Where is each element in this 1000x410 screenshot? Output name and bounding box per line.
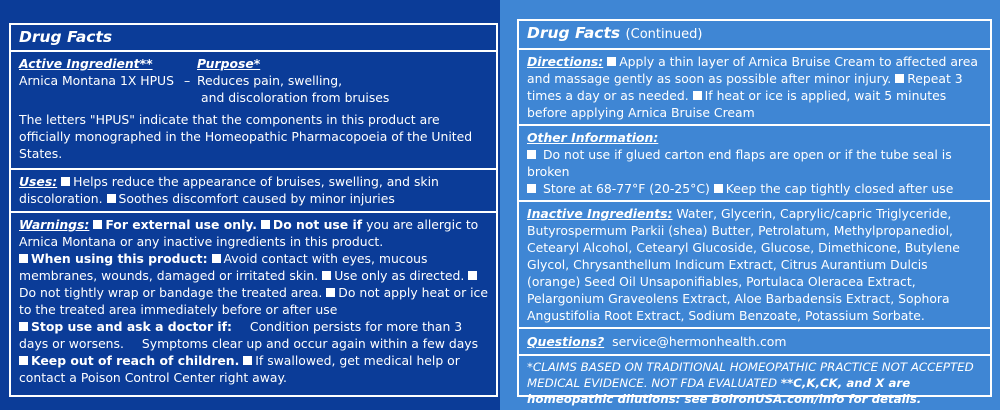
bullet-square-icon (107, 194, 116, 203)
directions-item-3: If heat or ice is applied, wait 5 minutes before applying Arnica Bruise Cream (527, 88, 947, 120)
bullet-square-icon (527, 150, 536, 159)
questions-heading: Questions? (527, 334, 605, 349)
bullet-square-icon (212, 254, 221, 263)
warning-stop-1: Condition persists for more than 3 days or worsens. (19, 319, 463, 351)
directions-heading: Directions: (527, 54, 604, 69)
claims-text: *CLAIMS BASED ON TRADITIONAL HOMEOPATHIC PRACTICE NOT ACCEPTED MEDICAL EVIDENCE. NOT FDA EVALUATED (527, 360, 974, 390)
bullet-square-icon (243, 356, 252, 365)
bullet-square-icon (93, 220, 102, 229)
right-panel (500, 0, 1000, 410)
warning-whenusing-3: Do not tightly wrap or bandage the treated area. (19, 285, 323, 300)
questions-contact: service@hermonhealth.com (612, 334, 787, 349)
section-ingredient-details (11, 50, 496, 168)
other-info-item-3: Keep the cap tightly closed after use (725, 181, 954, 196)
other-info-item-1: Do not use if glued carton end flaps are open or if the tube seal is broken (527, 147, 952, 179)
warning-stop-label: Stop use and ask a doctor if: (31, 319, 232, 334)
warning-whenusing-2: Use only as directed. (334, 268, 465, 283)
drug-facts-box (9, 23, 498, 397)
warning-stop-2: Symptoms clear up and occur again within a few days (141, 336, 479, 351)
drug-facts-title-continued: Drug Facts (527, 24, 621, 42)
purpose-heading: Purpose* (197, 56, 261, 71)
other-info-heading: Other Information: (527, 130, 659, 145)
section-warnings (11, 211, 496, 389)
other-info-item-2: Store at 68-77°F (20-25°C) (542, 181, 710, 196)
bullet-square-icon (693, 91, 702, 100)
hpus-note: The letters "HPUS" indicate that the components in this product are officially monographed in the Homeopathic Pharmacopoeia of the United States. (19, 112, 473, 161)
uses-item-1: Helps reduce the appearance of bruises, swelling, and skin discoloration. (19, 174, 439, 206)
bullet-square-icon (261, 220, 270, 229)
warning-keep-text: If swallowed, get medical help or contact a Poison Control Center right away. (19, 353, 460, 385)
directions-item-1: Apply a thin layer of Arnica Bruise Cream to affected area and massage gently as soon as possible after minor injury. (527, 54, 978, 86)
claims-dilution-note: **C,K,CK, and X are homeopathic dilutions: see BoironUSA.com/info for details. (527, 376, 922, 406)
bullet-square-icon (895, 74, 904, 83)
active-ingredient-heading: Active Ingredient** (19, 56, 153, 71)
bullet-square-icon (607, 57, 616, 66)
warning-whenusing-4: Do not apply heat or ice to the treated area immediately before or after use (19, 285, 488, 317)
warning-whenusing-label: When using this product: (31, 251, 208, 266)
ingredient-row (19, 72, 488, 106)
warning-donot-label: Do not use if (272, 217, 363, 232)
bullet-square-icon (326, 288, 335, 297)
bullet-square-icon (19, 356, 28, 365)
drug-facts-title: Drug Facts (19, 28, 113, 46)
section-directions (519, 48, 990, 124)
warning-keep-label: Keep out of reach of children. (31, 353, 240, 368)
warning-donot-text: you are allergic to Arnica Montana or any inactive ingredients in this product. (19, 217, 479, 249)
drug-facts-continued-box (517, 19, 992, 406)
purpose-line-1: Reduces pain, swelling, (197, 73, 343, 88)
ingredient-name: Arnica Montana 1X HPUS (19, 73, 174, 88)
inactive-ingredients-heading: Inactive Ingredients: (527, 206, 673, 221)
inactive-ingredients-text: Water, Glycerin, Caprylic/capric Triglyceride, Butyrospermum Parkii (shea) Butter, Petrolatum, Methylpropanediol, Cetearyl Alcohol, Cetearyl Glucoside, Glucose, Dimethicone, Butylene Glycol, Chrysanthellum Indicum Extract, Citrus Aurantium Dulcis (orange) Seed Oil Unsaponifiables, Portulaca Oleracea Extract, Pelargonium Graveolens Extract, Aloe Barbadensis Extract, Sophora Angustifolia Root Extract, Sodium Benzoate, Potassium Sorbate. (527, 206, 960, 323)
warning-external: For external use only. (105, 217, 257, 232)
bullet-square-icon (468, 271, 477, 280)
ingredient-header-row (19, 55, 488, 72)
bullet-square-icon (714, 184, 723, 193)
bullet-square-icon (61, 177, 70, 186)
section-active-ingredient (11, 25, 496, 50)
bullet-square-icon (322, 271, 331, 280)
purpose-line-2: and discoloration from bruises (201, 90, 390, 105)
section-uses (11, 168, 496, 211)
uses-item-2: Soothes discomfort caused by minor injuries (118, 191, 395, 206)
section-title-continued (519, 21, 990, 48)
bullet-square-icon (527, 184, 536, 193)
ingredient-dash: – (183, 73, 191, 88)
bullet-square-icon (19, 254, 28, 263)
section-questions (519, 327, 990, 354)
bullet-square-icon (19, 322, 28, 331)
continued-label: (Continued) (625, 27, 703, 42)
section-other-information (519, 124, 990, 200)
uses-heading: Uses: (19, 174, 58, 189)
warnings-heading: Warnings: (19, 217, 90, 232)
section-claims (519, 354, 990, 410)
section-inactive-ingredients (519, 200, 990, 327)
directions-item-2: Repeat 3 times a day or as needed. (527, 71, 963, 103)
warning-whenusing-1: Avoid contact with eyes, mucous membranes, wounds, damaged or irritated skin. (19, 251, 428, 283)
